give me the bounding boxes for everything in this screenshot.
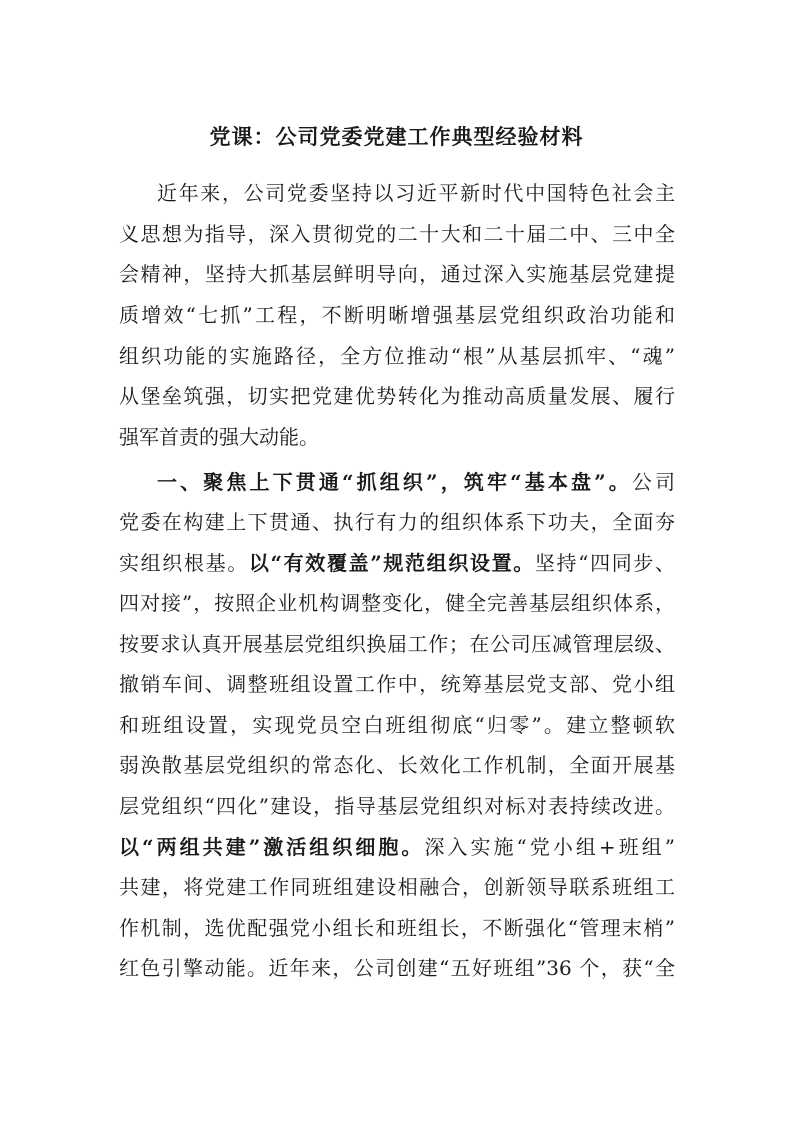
paragraph-line: 层党组织“四化”建设，指导基层党组织对标对表持续改进。: [119, 794, 675, 818]
subheading-two-groups: 以“两组共建”激活组织细胞。: [119, 835, 425, 859]
inline-text: 坚持“四同步、: [534, 551, 675, 575]
paragraph-line: 质增效“七抓”工程，不断明晰增强基层党组织政治功能和: [119, 303, 675, 327]
paragraph-line: 义思想为指导，深入贯彻党的二十大和二十届二中、三中全: [119, 222, 675, 246]
paragraph-line: 共建，将党建工作同班组建设相融合，创新领导联系班组工: [119, 875, 675, 899]
inline-text: 公司: [631, 470, 675, 494]
paragraph-line: 强军首责的强大动能。: [119, 425, 319, 449]
document-title: 党课：公司党委党建工作典型经验材料: [209, 124, 584, 149]
paragraph-line: 从堡垒筑强，切实把党建优势转化为推动高质量发展、履行: [119, 384, 675, 408]
paragraph-line: 和班组设置，实现党员空白班组彻底“归零”。建立整顿软: [119, 713, 675, 737]
inline-text: 实组织根基。: [119, 551, 249, 575]
paragraph-line: [119, 545, 675, 581]
paragraph-line: 作机制，选优配强党小组长和班组长，不断强化“管理末梢”: [119, 916, 675, 940]
paragraph-line: 党委在构建上下贯通、执行有力的组织体系下功夫，全面夯: [119, 510, 675, 534]
paragraph-line: 四对接”，按照企业机构调整变化，健全完善基层组织体系，: [119, 591, 675, 615]
subheading-effective-coverage: 以“有效覆盖”规范组织设置。: [248, 551, 535, 575]
paragraph-line: 组织功能的实施路径，全方位推动“根”从基层抓牢、“魂”: [119, 344, 675, 368]
paragraph-line: 撤销车间、调整班组设置工作中，统筹基层党支部、党小组: [119, 672, 675, 696]
paragraph-line: 弱涣散基层党组织的常态化、长效化工作机制，全面开展基: [119, 753, 675, 777]
inline-text: 深入实施“党小组+班组”: [424, 835, 675, 859]
paragraph-line: 按要求认真开展基层党组织换届工作；在公司压减管理层级、: [119, 632, 675, 656]
paragraph-line: 近年来，公司党委坚持以习近平新时代中国特色社会主: [157, 181, 675, 205]
paragraph-line: [119, 829, 675, 865]
section-heading-1: 一、聚焦上下贯通“抓组织”，筑牢“基本盘”。: [157, 470, 632, 494]
paragraph-line: 会精神，坚持大抓基层鲜明导向，通过深入实施基层党建提: [119, 262, 675, 286]
paragraph-line: 红色引擎动能。近年来，公司创建“五好班组”36 个，获“全: [119, 956, 675, 980]
paragraph-line: [157, 464, 675, 500]
